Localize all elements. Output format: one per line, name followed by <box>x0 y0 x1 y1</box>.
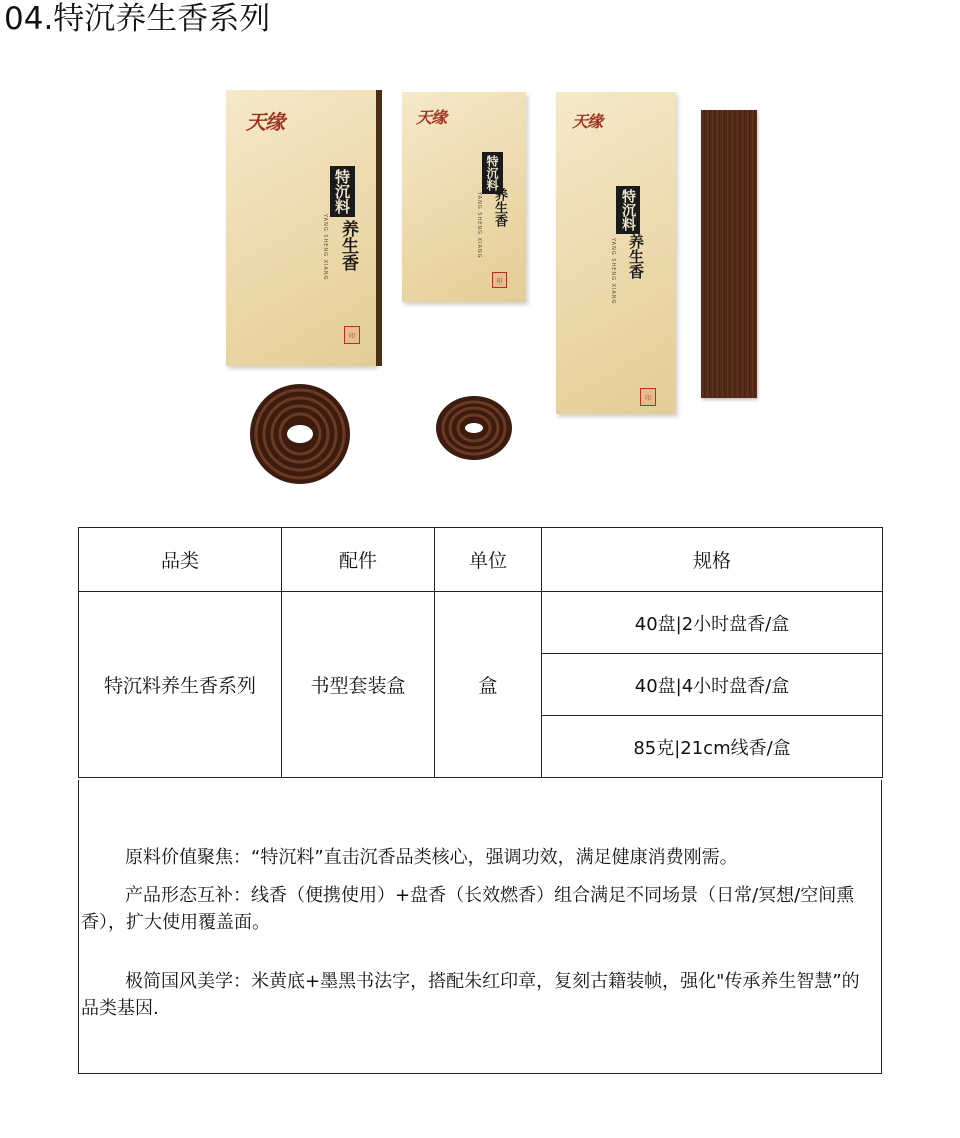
cell-accessory: 书型套装盒 <box>282 592 435 778</box>
coil-incense-large <box>248 382 352 486</box>
table-header-row <box>79 528 883 592</box>
gift-box-tall <box>556 92 676 414</box>
pinyin-text: YANG SHENG XIANG <box>476 192 482 259</box>
description-paragraph-1: 原料价值聚焦：“特沉料”直击沉香品类核心，强调功效，满足健康消费刚需。 <box>125 847 738 868</box>
seal-stamp: 印 <box>492 272 507 288</box>
seal-stamp: 印 <box>640 388 656 406</box>
box-label: 特沉料 <box>616 186 640 234</box>
header-unit: 单位 <box>435 528 542 592</box>
cell-unit: 盒 <box>435 592 542 778</box>
pinyin-text: YANG SHENG XIANG <box>322 214 328 281</box>
spec-table <box>78 527 883 778</box>
seal-stamp: 印 <box>344 326 360 344</box>
cell-spec: 40盘|2小时盘香/盒 <box>542 592 883 654</box>
box-label: 特沉料 <box>330 166 355 217</box>
gift-box-large <box>226 90 376 366</box>
box-spine <box>376 90 382 366</box>
cell-spec: 40盘|4小时盘香/盒 <box>542 654 883 716</box>
gift-box-small <box>402 92 526 302</box>
coil-incense-small <box>434 394 514 462</box>
box-name: 养生香 <box>492 188 507 227</box>
description-box <box>78 780 882 1074</box>
cell-spec: 85克|21cm线香/盒 <box>542 716 883 778</box>
box-name: 养生香 <box>338 220 358 271</box>
header-category: 品类 <box>79 528 282 592</box>
brand-logo: 天缘 <box>416 108 447 127</box>
brand-logo: 天缘 <box>572 112 603 131</box>
product-photo <box>222 86 767 488</box>
description-paragraph-3: 极简国风美学：米黄底+墨黑书法字，搭配朱红印章，复刻古籍装帧，强化"传承养生智慧”的品类基因. <box>81 971 860 1019</box>
box-name: 养生香 <box>627 234 645 279</box>
header-spec: 规格 <box>542 528 883 592</box>
pinyin-text: YANG SHENG XIANG <box>610 238 616 305</box>
page-title: 04.特沉养生香系列 <box>4 1 271 37</box>
stick-incense-bundle <box>701 110 757 398</box>
header-accessory: 配件 <box>282 528 435 592</box>
table-row <box>79 592 883 654</box>
cell-category: 特沉料养生香系列 <box>79 592 282 778</box>
box-label: 特沉料 <box>482 152 503 194</box>
brand-logo: 天缘 <box>246 110 284 134</box>
description-paragraph-2: 产品形态互补：线香（便携使用）+盘香（长效燃香）组合满足不同场景（日常/冥想/空间熏香），扩大使用覆盖面。 <box>81 885 855 933</box>
